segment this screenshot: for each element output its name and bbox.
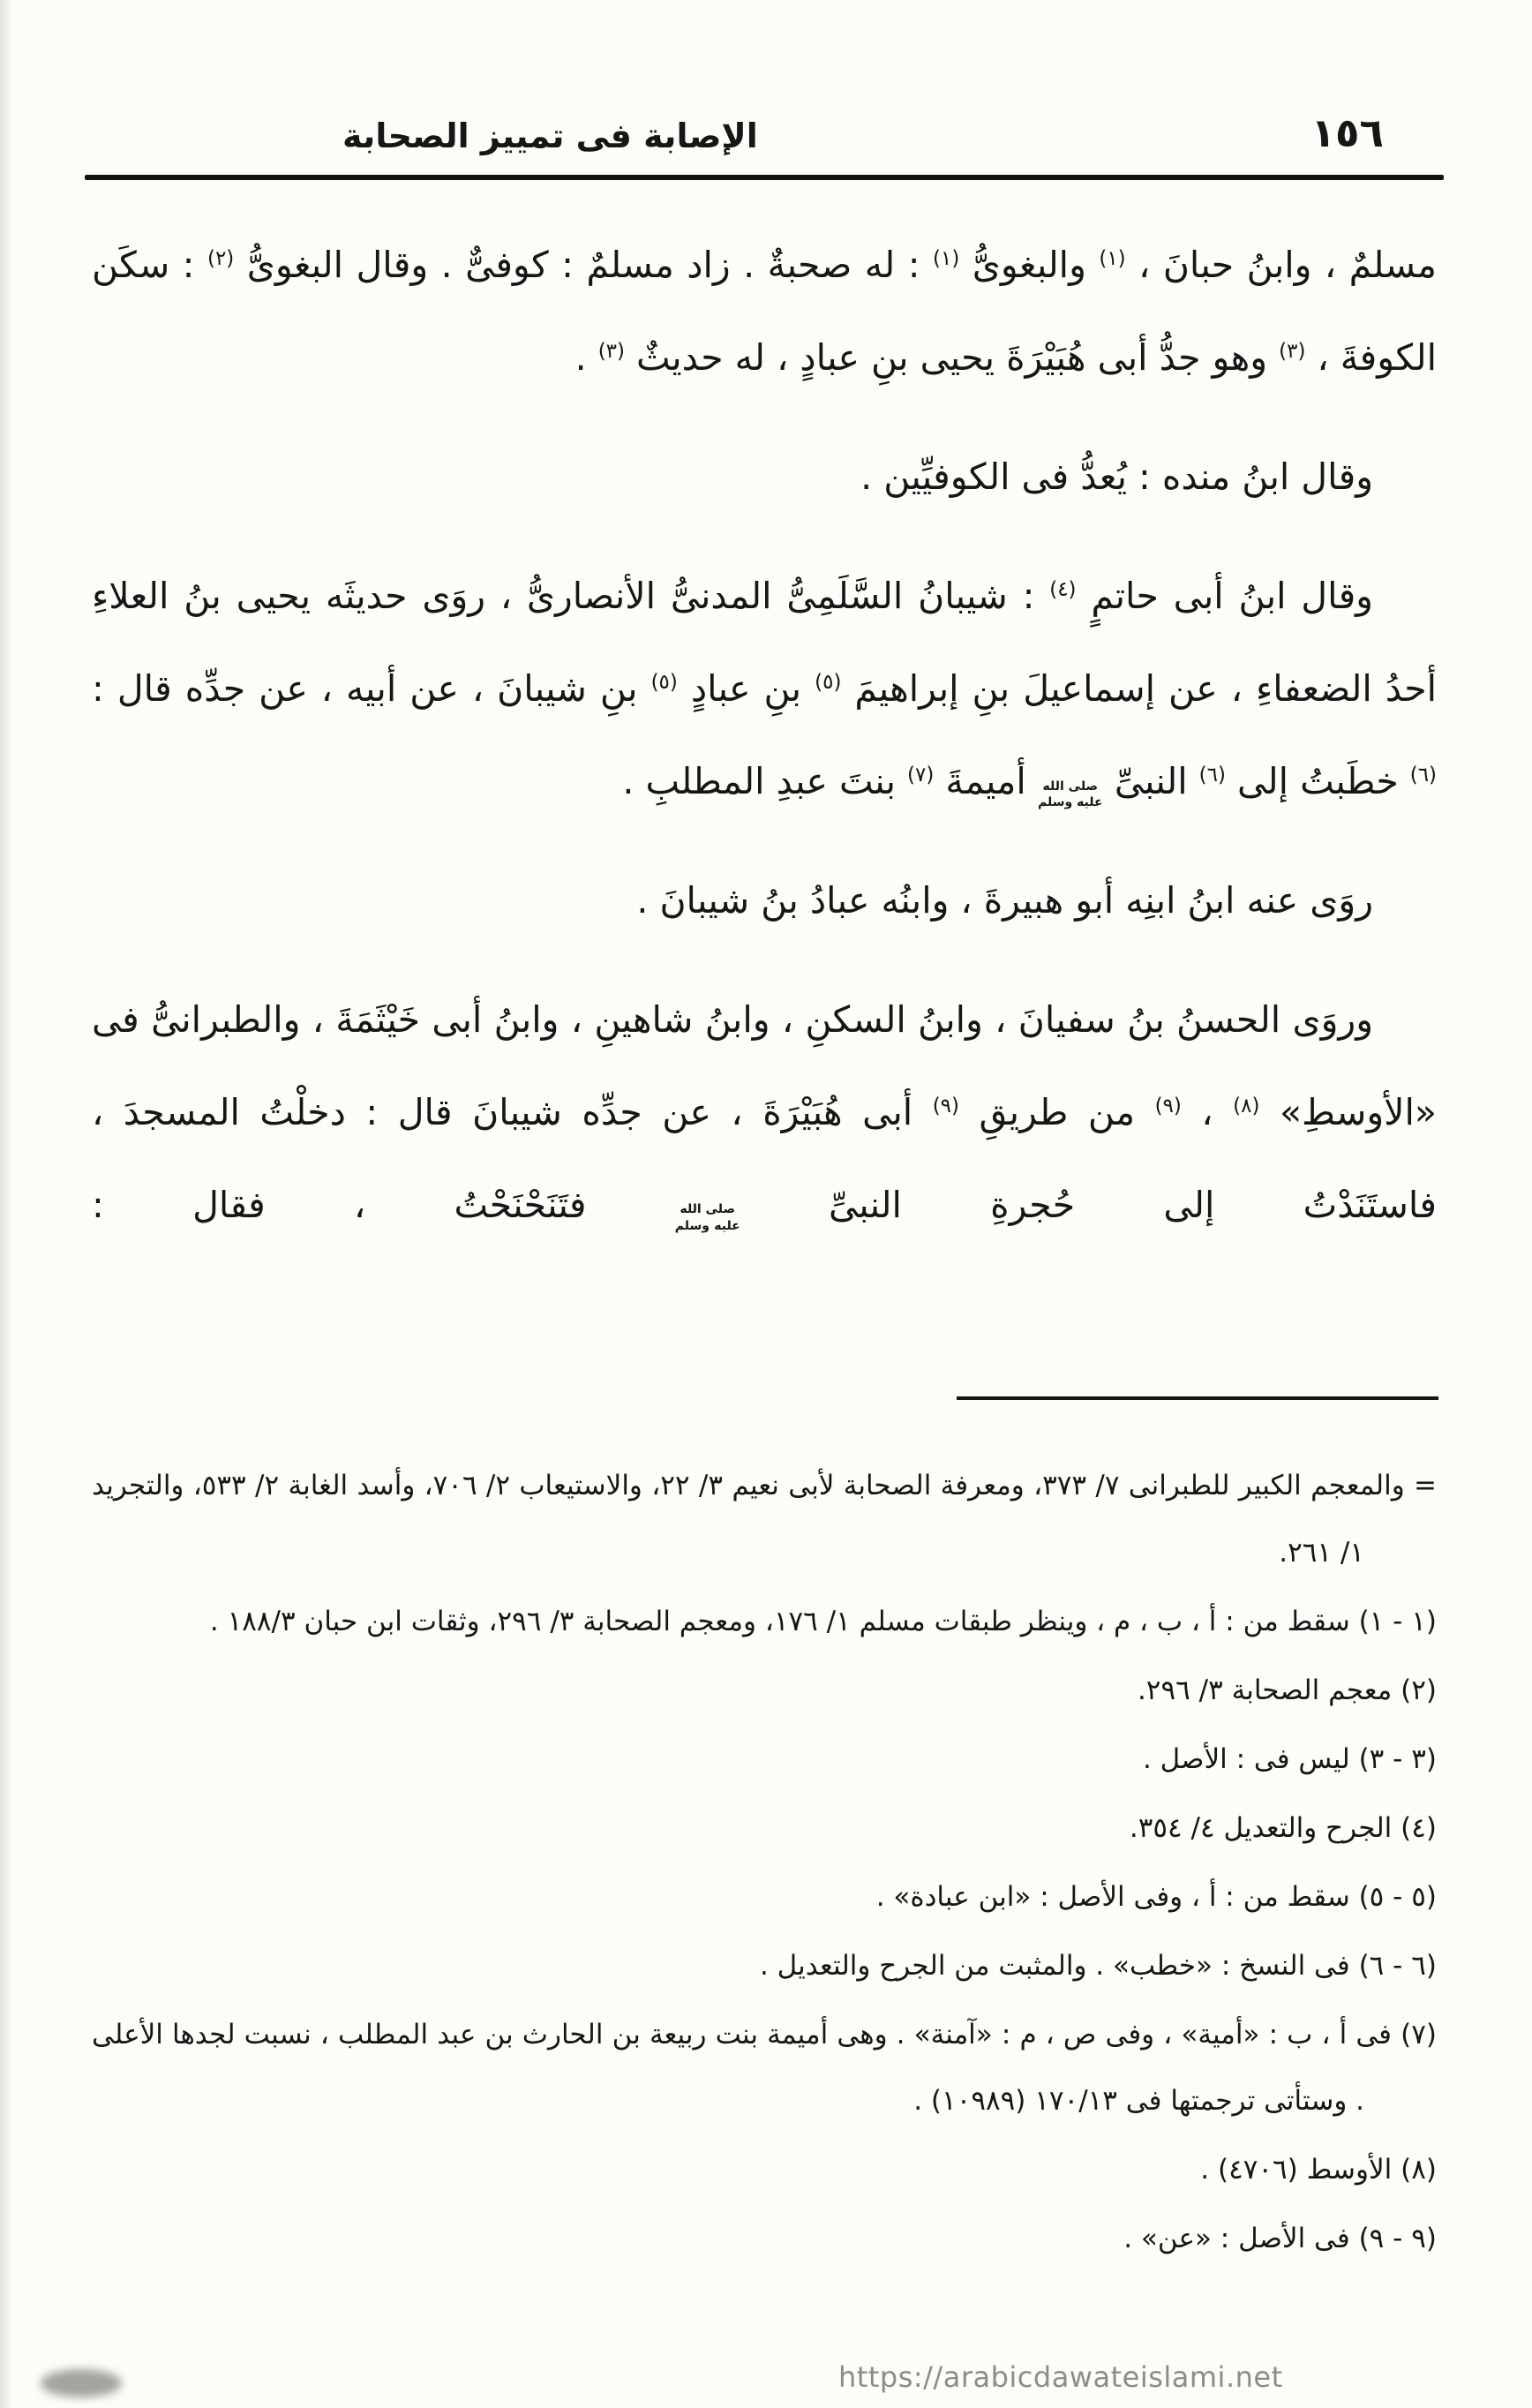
footnote-marker: (٣) bbox=[597, 339, 625, 363]
footnote-marker: (١) bbox=[1099, 246, 1126, 270]
footnote-marker: (٨) bbox=[1233, 1094, 1260, 1117]
footnote-marker: (٧) bbox=[907, 763, 935, 786]
footnote-marker: (٦) bbox=[1198, 763, 1226, 786]
scan-smudge-artifact bbox=[41, 2369, 122, 2397]
scan-edge-artifact bbox=[0, 0, 12, 2408]
text-run: وقال ابنُ منده : يُعدُّ فى الكوفيِّين . bbox=[860, 455, 1373, 498]
footnote-marker: (٩) bbox=[1154, 1094, 1182, 1117]
text-run: وقال ابنُ أبى حاتمٍ bbox=[1076, 574, 1373, 617]
text-run: بنتَ عبدِ المطلبِ . bbox=[622, 759, 908, 802]
text-run: : سكَن الكوفةَ ، bbox=[92, 244, 1437, 379]
footnote-marker: (١) bbox=[933, 246, 960, 270]
paragraph bbox=[92, 219, 1437, 404]
footnote-marker: (٩) bbox=[932, 1094, 959, 1117]
salawat-symbol: صلى الله عليه وسلم bbox=[674, 1202, 740, 1233]
paragraph bbox=[92, 550, 1437, 828]
text-run: بنِ عبادٍ bbox=[677, 666, 815, 710]
text-run: من طريقِ bbox=[958, 1090, 1155, 1133]
text-run: ، bbox=[1181, 1090, 1234, 1133]
footnote: (٥ - ٥) سقط من : أ ، وفى الأصل : «ابن عبادة» . bbox=[875, 1880, 1437, 1913]
watermark-url: https://arabicdawateislami.net bbox=[838, 2360, 1283, 2394]
footnote: (٤) الجرح والتعديل ٤/ ٣٥٤. bbox=[1129, 1811, 1437, 1844]
text-run: أميمةَ bbox=[934, 759, 1038, 802]
page-number: ١٥٦ bbox=[1310, 109, 1384, 156]
footnote-marker: (٣) bbox=[1279, 339, 1306, 363]
footnote: (٨) الأوسط (٤٧٠٦) . bbox=[1200, 2154, 1437, 2186]
text-run: فتَنَحْنَحْتُ ، فقال : bbox=[92, 1183, 675, 1226]
paragraph bbox=[92, 854, 1437, 947]
footnote: (٢) معجم الصحابة ٣/ ٢٩٦. bbox=[1137, 1674, 1437, 1706]
footnote-marker: (٦) bbox=[1409, 763, 1437, 786]
text-run: أبى هُبَيْرَةَ ، عن جدِّه شيبانَ قال : دخلْتُ المسجدَ ، فاستَنَدْتُ إلى حُجرةِ النبىِّ bbox=[92, 1090, 1437, 1226]
text-run: . bbox=[574, 335, 598, 379]
footnote-marker: (٤) bbox=[1049, 577, 1077, 601]
footnote-marker: (٢) bbox=[207, 246, 235, 270]
footnote-separator-rule bbox=[957, 1396, 1438, 1400]
salawat-symbol: صلى الله عليه وسلم bbox=[1038, 779, 1103, 809]
page-header bbox=[0, 109, 1532, 171]
text-run: النبىِّ bbox=[1102, 759, 1199, 802]
footnote: (٦ - ٦) فى النسخ : «خطب» . والمثبت من الجرح والتعديل . bbox=[759, 1949, 1437, 1982]
footnote: = والمعجم الكبير للطبرانى ٧/ ٣٧٣، ومعرفة الصحابة لأبى نعيم ٣/ ٢٢، والاستيعاب ٢/ ٧٠٦، وأسد الغابة ٢/ ٥٣٣، والتجريد ١/ ٢٦١. bbox=[92, 1470, 1437, 1569]
footnote: (٩ - ٩) فى الأصل : «عن» . bbox=[1123, 2223, 1437, 2255]
footnote: (١ - ١) سقط من : أ ، ب ، م ، وينظر طبقات مسلم ١/ ١٧٦، ومعجم الصحابة ٣/ ٢٩٦، وثقات ابن حبان ١٨٨/٣ . bbox=[209, 1605, 1437, 1637]
paragraph bbox=[92, 974, 1437, 1252]
text-run: روَى عنه ابنُ ابنِه أبو هبيرةَ ، وابنُه عبادُ بنُ شيبانَ . bbox=[636, 878, 1373, 922]
text-run: وهو جدُّ أبى هُبَيْرَةَ يحيى بنِ عبادٍ ، له حديثٌ bbox=[624, 335, 1280, 379]
text-run: والبغوىُّ bbox=[959, 244, 1100, 286]
text-run: خطَبتُ إلى bbox=[1225, 759, 1410, 802]
footnotes-section bbox=[92, 1453, 1437, 2275]
text-run: : شيبانُ السَّلَمِىُّ المدنىُّ الأنصارىُّ ، روَى حديثَه يحيى بنُ العلاءِ أحدُ الضعفاءِ ، عن إسماعيلَ بنِ إبراهيمَ bbox=[92, 574, 1437, 710]
text-run: وروَى الحسنُ بنُ سفيانَ ، وابنُ السكنِ ، وابنُ شاهينِ ، وابنُ أبى خَيْثَمَةَ ، والطبرانىُّ فى «الأوسطِ» bbox=[92, 997, 1437, 1133]
text-run: مسلمٌ ، وابنُ حبانَ ، bbox=[1125, 244, 1437, 286]
body-text bbox=[92, 219, 1437, 1252]
footnote: (٣ - ٣) ليس فى : الأصل . bbox=[1142, 1742, 1437, 1775]
text-run: بنِ شيبانَ ، عن أبيه ، عن جدِّه قال : bbox=[92, 666, 651, 710]
footnote: (٧) فى أ ، ب : «أمية» ، وفى ص ، م : «آمنة» . وهى أميمة بنت ربيعة بن الحارث بن عبد المطلب ، نسبت لجدها الأعلى . وستأتى ترجمتها فى ١٧٠/١٣ (١٠٩٨٩) . bbox=[92, 2018, 1437, 2118]
book-title: الإصابة فى تمييز الصحابة bbox=[342, 117, 758, 155]
footnote-marker: (٥) bbox=[650, 670, 678, 694]
footnote-marker: (٥) bbox=[815, 670, 842, 694]
text-run: : له صحبةٌ . زاد مسلمٌ : كوفىٌّ . وقال البغوىُّ bbox=[234, 244, 934, 286]
paragraph bbox=[92, 431, 1437, 523]
header-rule bbox=[85, 175, 1444, 180]
